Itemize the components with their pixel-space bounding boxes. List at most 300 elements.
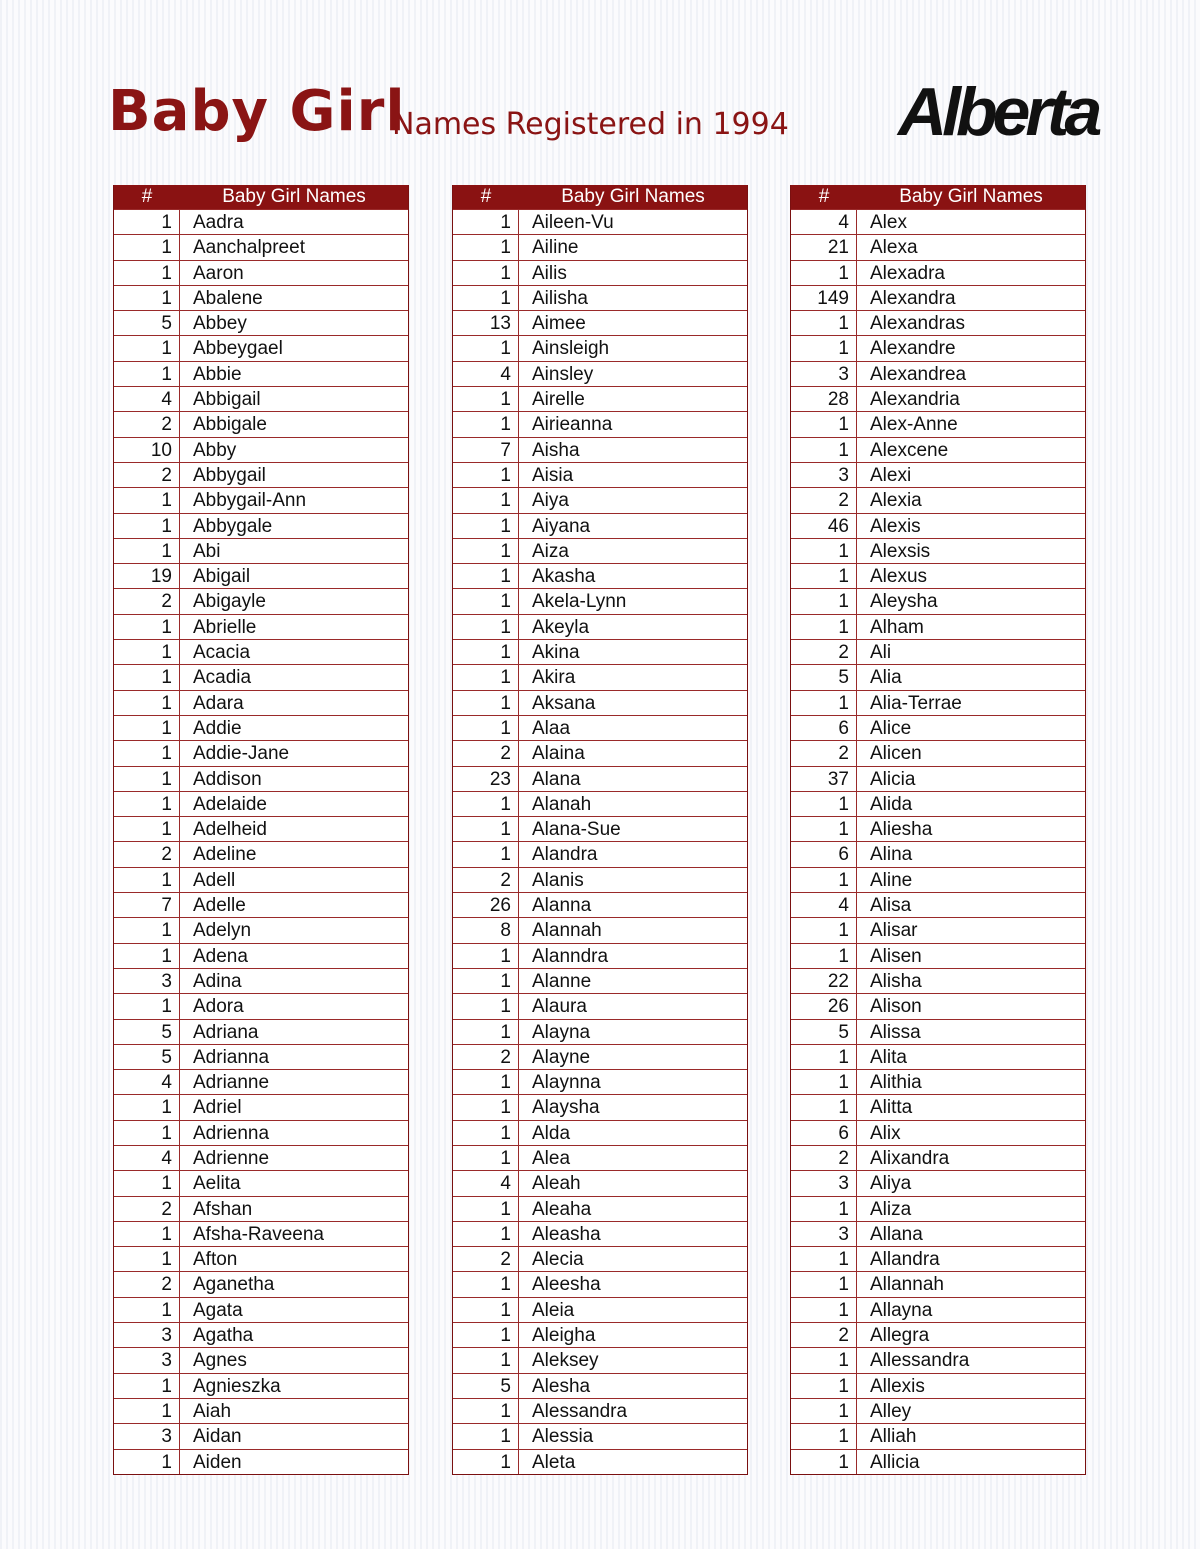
name-count: 6 <box>791 842 857 866</box>
baby-name: Airieanna <box>532 414 613 436</box>
name-count: 1 <box>453 842 519 866</box>
table-row <box>791 1120 1085 1145</box>
name-column-header: Baby Girl Names <box>561 186 705 207</box>
table-row <box>791 740 1085 765</box>
name-count: 1 <box>114 1374 180 1398</box>
table-row <box>114 1145 408 1170</box>
baby-name: Acadia <box>193 667 252 689</box>
name-count: 1 <box>114 362 180 386</box>
table-row <box>453 487 747 512</box>
baby-name: Alexadra <box>870 262 945 284</box>
baby-name: Ailis <box>532 262 567 284</box>
baby-name: Abbey <box>193 313 247 335</box>
name-count: 2 <box>453 741 519 765</box>
table-row <box>453 1373 747 1398</box>
name-count: 1 <box>791 868 857 892</box>
baby-name: Agata <box>193 1299 243 1321</box>
table-row <box>453 361 747 386</box>
name-count: 1 <box>453 261 519 285</box>
name-count: 1 <box>453 1348 519 1372</box>
baby-name: Aleesha <box>532 1274 601 1296</box>
name-count: 4 <box>114 387 180 411</box>
name-count: 1 <box>114 817 180 841</box>
baby-name: Abbygail <box>193 464 266 486</box>
baby-name: Abbigail <box>193 389 261 411</box>
table-row <box>114 1069 408 1094</box>
table-row <box>453 1347 747 1372</box>
baby-name: Alitta <box>870 1097 913 1119</box>
table-row <box>114 740 408 765</box>
baby-name: Alex-Anne <box>870 414 958 436</box>
name-count: 7 <box>114 893 180 917</box>
baby-name: Alaynna <box>532 1072 601 1094</box>
table-row <box>453 639 747 664</box>
name-count: 1 <box>791 615 857 639</box>
names-table-2 <box>452 185 748 1475</box>
name-count: 1 <box>791 336 857 360</box>
baby-name: Alicia <box>870 768 916 790</box>
baby-name: Aelita <box>193 1173 241 1195</box>
table-row <box>791 335 1085 360</box>
name-count: 1 <box>453 1121 519 1145</box>
baby-name: Alanne <box>532 970 592 992</box>
name-count: 13 <box>453 311 519 335</box>
name-count: 1 <box>453 412 519 436</box>
table-row <box>114 209 408 234</box>
table-row <box>453 1069 747 1094</box>
table-row <box>453 1120 747 1145</box>
table-row <box>791 1145 1085 1170</box>
baby-name: Aksana <box>532 692 596 714</box>
baby-name: Alia <box>870 667 902 689</box>
table-row <box>791 1019 1085 1044</box>
baby-name: Abbeygael <box>193 338 283 360</box>
baby-name: Alayne <box>532 1046 591 1068</box>
name-count: 2 <box>791 488 857 512</box>
baby-name: Adrianna <box>193 1046 270 1068</box>
baby-name: Alexus <box>870 566 928 588</box>
baby-name: Ali <box>870 642 892 664</box>
baby-name: Alanah <box>532 793 592 815</box>
table-row <box>114 1196 408 1221</box>
name-count: 1 <box>114 665 180 689</box>
name-count: 5 <box>791 665 857 689</box>
baby-name: Aisia <box>532 464 574 486</box>
name-count: 46 <box>791 514 857 538</box>
name-count: 22 <box>791 969 857 993</box>
table-row <box>114 1120 408 1145</box>
name-count: 1 <box>114 741 180 765</box>
table-row <box>791 260 1085 285</box>
table-row <box>114 614 408 639</box>
baby-name: Aliza <box>870 1198 912 1220</box>
name-count: 4 <box>453 362 519 386</box>
name-count: 4 <box>114 1146 180 1170</box>
table-row <box>791 943 1085 968</box>
baby-name: Alaura <box>532 996 587 1018</box>
table-row <box>453 917 747 942</box>
baby-name: Aiza <box>532 540 569 562</box>
name-count: 1 <box>453 716 519 740</box>
table-row <box>453 993 747 1018</box>
name-count: 1 <box>791 589 857 613</box>
table-row <box>791 1449 1085 1474</box>
baby-name: Ainsleigh <box>532 338 610 360</box>
table-row <box>114 1449 408 1474</box>
table-row <box>791 588 1085 613</box>
name-count: 5 <box>114 1020 180 1044</box>
table-row <box>791 386 1085 411</box>
baby-name: Adeline <box>193 844 257 866</box>
table-row <box>791 487 1085 512</box>
baby-name: Aleksey <box>532 1350 599 1372</box>
name-count: 1 <box>453 1070 519 1094</box>
name-count: 1 <box>453 387 519 411</box>
name-count: 1 <box>791 918 857 942</box>
name-count: 1 <box>114 514 180 538</box>
table-row <box>453 867 747 892</box>
table-row <box>114 260 408 285</box>
name-count: 1 <box>453 235 519 259</box>
name-count: 1 <box>791 944 857 968</box>
name-count: 1 <box>791 1095 857 1119</box>
table-row <box>453 1449 747 1474</box>
table-row <box>114 715 408 740</box>
name-count: 5 <box>453 1374 519 1398</box>
table-row <box>453 1398 747 1423</box>
baby-name: Afshan <box>193 1198 253 1220</box>
baby-name: Alia-Terrae <box>870 692 962 714</box>
name-count: 7 <box>453 438 519 462</box>
baby-name: Afton <box>193 1249 238 1271</box>
baby-name: Akasha <box>532 566 596 588</box>
baby-name: Adelaide <box>193 793 267 815</box>
name-count: 2 <box>453 1045 519 1069</box>
baby-name: Aleah <box>532 1173 581 1195</box>
name-count: 2 <box>114 589 180 613</box>
baby-name: Aiden <box>193 1451 242 1473</box>
name-count: 4 <box>791 210 857 234</box>
baby-name: Akina <box>532 642 580 664</box>
table-row <box>114 1423 408 1448</box>
table-row <box>791 563 1085 588</box>
table-row <box>114 968 408 993</box>
baby-name: Acacia <box>193 642 251 664</box>
baby-name: Adora <box>193 996 244 1018</box>
baby-name: Alice <box>870 717 912 739</box>
table-row <box>114 361 408 386</box>
name-count: 1 <box>791 438 857 462</box>
name-count: 26 <box>453 893 519 917</box>
name-count: 1 <box>453 1146 519 1170</box>
table-row <box>453 1221 747 1246</box>
baby-name: Agatha <box>193 1325 254 1347</box>
table-row <box>791 411 1085 436</box>
baby-name: Abbie <box>193 363 242 385</box>
name-count: 26 <box>791 994 857 1018</box>
names-table-3 <box>790 185 1086 1475</box>
baby-name: Alexandra <box>870 287 956 309</box>
table-row <box>791 1069 1085 1094</box>
table-row <box>114 917 408 942</box>
name-count: 1 <box>791 539 857 563</box>
baby-name: Ailine <box>532 237 579 259</box>
baby-name: Alda <box>532 1122 571 1144</box>
baby-name: Alexandrea <box>870 363 967 385</box>
name-count: 1 <box>791 1399 857 1423</box>
baby-name: Ailisha <box>532 287 588 309</box>
table-row <box>791 892 1085 917</box>
table-row <box>791 639 1085 664</box>
table-header <box>791 185 1085 209</box>
baby-name: Aleysha <box>870 591 938 613</box>
baby-name: Alisar <box>870 920 918 942</box>
name-count: 3 <box>114 1424 180 1448</box>
name-count: 1 <box>114 210 180 234</box>
table-header <box>453 185 747 209</box>
table-row <box>114 386 408 411</box>
table-row <box>114 1044 408 1069</box>
name-count: 6 <box>791 716 857 740</box>
baby-name: Abalene <box>193 287 263 309</box>
name-count: 1 <box>791 1424 857 1448</box>
baby-name: Aliesha <box>870 819 933 841</box>
table-row <box>453 563 747 588</box>
name-count: 1 <box>453 691 519 715</box>
baby-name: Adelle <box>193 895 246 917</box>
baby-name: Alissa <box>870 1021 921 1043</box>
name-count: 1 <box>453 1197 519 1221</box>
name-count: 1 <box>114 539 180 563</box>
table-row <box>453 588 747 613</box>
name-count: 1 <box>791 1348 857 1372</box>
names-table-1 <box>113 185 409 1475</box>
table-row <box>791 791 1085 816</box>
baby-name: Alley <box>870 1400 912 1422</box>
name-count: 1 <box>791 1450 857 1474</box>
baby-name: Alita <box>870 1046 907 1068</box>
baby-name: Allegra <box>870 1325 930 1347</box>
baby-name: Allannah <box>870 1274 944 1296</box>
baby-name: Abi <box>193 540 221 562</box>
name-count: 23 <box>453 767 519 791</box>
baby-name: Alexandria <box>870 389 960 411</box>
table-row <box>453 411 747 436</box>
name-column-header: Baby Girl Names <box>222 186 366 207</box>
name-count: 4 <box>453 1171 519 1195</box>
name-count: 3 <box>114 1323 180 1347</box>
table-row <box>114 462 408 487</box>
baby-name: Alexandras <box>870 313 966 335</box>
baby-name: Adina <box>193 970 242 992</box>
name-count: 1 <box>114 1399 180 1423</box>
table-row <box>114 892 408 917</box>
name-count: 1 <box>114 792 180 816</box>
table-row <box>453 766 747 791</box>
baby-name: Alexsis <box>870 540 931 562</box>
baby-name: Alham <box>870 616 924 638</box>
baby-name: Aiyana <box>532 515 591 537</box>
baby-name: Alithia <box>870 1072 922 1094</box>
name-count: 3 <box>791 362 857 386</box>
table-row <box>453 285 747 310</box>
baby-name: Aleasha <box>532 1223 601 1245</box>
name-count: 1 <box>453 1222 519 1246</box>
name-count: 1 <box>791 1272 857 1296</box>
name-count: 1 <box>453 817 519 841</box>
table-row <box>791 1170 1085 1195</box>
name-count: 2 <box>453 1247 519 1271</box>
name-count: 2 <box>114 1197 180 1221</box>
name-count: 3 <box>114 969 180 993</box>
baby-name: Alaa <box>532 717 571 739</box>
baby-name: Aadra <box>193 212 244 233</box>
baby-name: Agnieszka <box>193 1375 281 1397</box>
baby-name: Alex <box>870 212 907 233</box>
table-row <box>453 715 747 740</box>
baby-name: Alicen <box>870 743 922 765</box>
name-count: 1 <box>453 944 519 968</box>
baby-name: Adena <box>193 945 248 967</box>
name-count: 2 <box>791 1146 857 1170</box>
name-count: 1 <box>114 716 180 740</box>
baby-name: Aanchalpreet <box>193 237 305 259</box>
name-count: 1 <box>114 1121 180 1145</box>
table-row <box>791 361 1085 386</box>
table-row <box>791 867 1085 892</box>
name-count: 37 <box>791 767 857 791</box>
table-row <box>114 1322 408 1347</box>
table-row <box>453 234 747 259</box>
table-row <box>791 538 1085 563</box>
table-row <box>453 538 747 563</box>
name-count: 1 <box>453 210 519 234</box>
name-count: 1 <box>114 1095 180 1119</box>
count-column-header: # <box>141 186 153 207</box>
name-count: 1 <box>453 463 519 487</box>
baby-name: Alisa <box>870 895 912 917</box>
table-row <box>791 766 1085 791</box>
name-count: 2 <box>791 741 857 765</box>
baby-name: Alana <box>532 768 581 790</box>
baby-name: Addie <box>193 717 242 739</box>
count-column-header: # <box>818 186 830 207</box>
baby-name: Alaysha <box>532 1097 600 1119</box>
name-count: 1 <box>791 1070 857 1094</box>
table-row <box>453 1423 747 1448</box>
baby-name: Alanna <box>532 895 592 917</box>
baby-name: Adara <box>193 692 244 714</box>
name-count: 8 <box>453 918 519 942</box>
name-count: 1 <box>453 1450 519 1474</box>
name-count: 3 <box>791 1171 857 1195</box>
alberta-logo: Alberta <box>898 74 1098 150</box>
name-count: 6 <box>791 1121 857 1145</box>
baby-name: Akeyla <box>532 616 590 638</box>
name-count: 1 <box>453 1272 519 1296</box>
baby-name: Aaron <box>193 262 244 284</box>
table-row <box>453 1044 747 1069</box>
name-count: 1 <box>453 640 519 664</box>
baby-name: Addison <box>193 768 262 790</box>
name-count: 1 <box>114 994 180 1018</box>
baby-name: Alecia <box>532 1249 584 1271</box>
table-row <box>453 462 747 487</box>
name-count: 2 <box>791 1323 857 1347</box>
name-count: 1 <box>114 691 180 715</box>
baby-name: Abbygail-Ann <box>193 490 307 512</box>
baby-name: Adrienna <box>193 1122 270 1144</box>
baby-name: Alexia <box>870 490 922 512</box>
baby-name: Aganetha <box>193 1274 275 1296</box>
name-count: 2 <box>114 463 180 487</box>
table-row <box>791 1271 1085 1296</box>
table-row <box>791 437 1085 462</box>
name-count: 1 <box>791 311 857 335</box>
table-row <box>791 310 1085 335</box>
table-row <box>791 209 1085 234</box>
table-row <box>114 766 408 791</box>
name-count: 1 <box>453 1020 519 1044</box>
baby-name: Agnes <box>193 1350 247 1372</box>
table-row <box>791 968 1085 993</box>
name-count: 1 <box>114 615 180 639</box>
baby-name: Alliah <box>870 1426 917 1448</box>
table-row <box>453 892 747 917</box>
table-row <box>114 437 408 462</box>
name-count: 5 <box>114 311 180 335</box>
table-row <box>453 1145 747 1170</box>
baby-name: Allicia <box>870 1451 920 1473</box>
name-count: 4 <box>114 1070 180 1094</box>
table-row <box>453 816 747 841</box>
baby-name: Abbygale <box>193 515 273 537</box>
page-subtitle: Names Registered in 1994 <box>392 107 789 142</box>
baby-name: Abrielle <box>193 616 257 638</box>
baby-name: Aiya <box>532 490 569 512</box>
table-row <box>453 335 747 360</box>
name-count: 1 <box>453 488 519 512</box>
table-row <box>453 1196 747 1221</box>
baby-name: Alessia <box>532 1426 594 1448</box>
baby-name: Airelle <box>532 389 585 411</box>
table-row <box>114 639 408 664</box>
baby-name: Aliya <box>870 1173 912 1195</box>
name-count: 1 <box>453 1424 519 1448</box>
table-row <box>114 1271 408 1296</box>
table-row <box>453 513 747 538</box>
table-row <box>114 1347 408 1372</box>
name-count: 1 <box>114 336 180 360</box>
name-count: 1 <box>114 640 180 664</box>
name-count: 1 <box>453 994 519 1018</box>
name-count: 1 <box>791 412 857 436</box>
name-count: 1 <box>453 1399 519 1423</box>
table-row <box>453 1170 747 1195</box>
table-row <box>453 1019 747 1044</box>
name-count: 1 <box>453 564 519 588</box>
table-row <box>791 715 1085 740</box>
table-row <box>791 285 1085 310</box>
table-row <box>114 563 408 588</box>
table-row <box>453 1322 747 1347</box>
baby-name: Alannah <box>532 920 602 942</box>
table-row <box>114 841 408 866</box>
baby-name: Alexa <box>870 237 918 259</box>
table-row <box>453 386 747 411</box>
name-count: 1 <box>114 261 180 285</box>
name-count: 5 <box>791 1020 857 1044</box>
